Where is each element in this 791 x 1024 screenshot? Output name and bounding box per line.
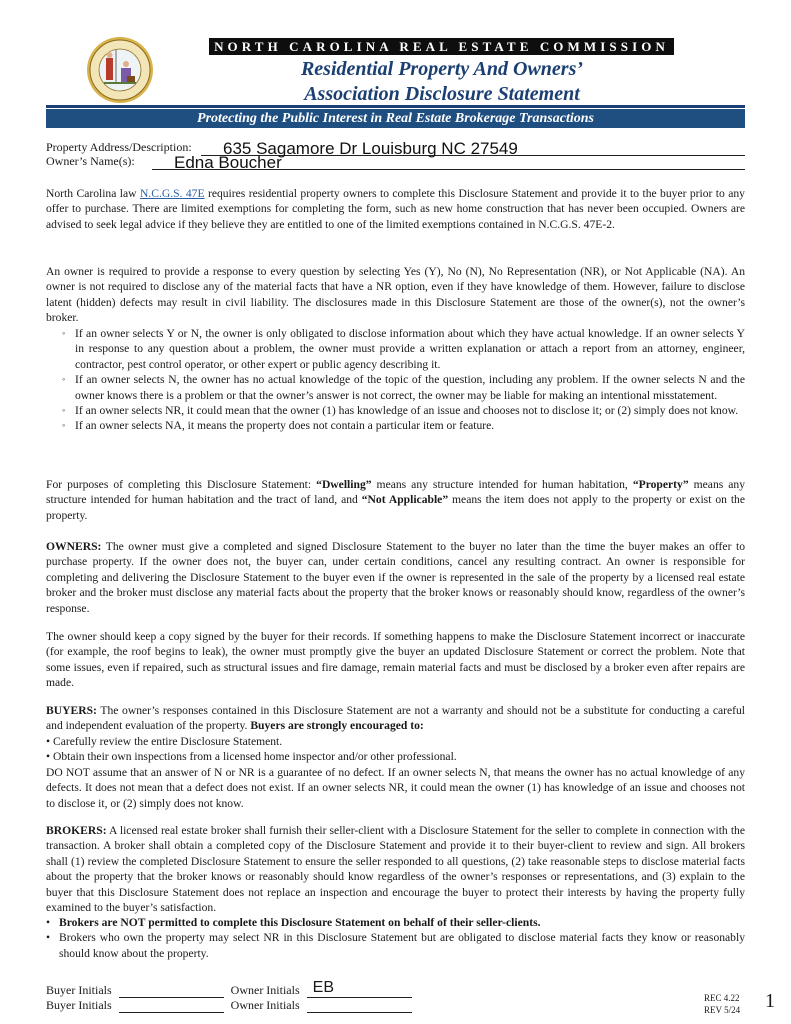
intro-text-pre: North Carolina law [46,187,140,200]
page-number: 1 [765,990,775,1012]
property-address-value[interactable]: 635 Sagamore Dr Louisburg NC 27549 [223,139,518,158]
intro-paragraph [46,186,745,232]
bullet-text: If an owner selects NR, it could mean that the owner (1) has knowledge of an issue and chooses not to disclose it; or (2) simply does not know. [75,404,739,418]
initials-row-2 [46,998,412,1013]
buyers-paragraph [46,703,745,734]
term-not-applicable: “Not Applicable” [361,493,449,507]
buyers-bullet-1: • Carefully review the entire Disclosure Statement. [46,735,283,748]
list-item [62,326,745,372]
owners-text: The owner must give a completed and signed Disclosure Statement to the buyer no later than the time the buyer makes an offer to purchase property. If the owner does not, the buyer can, under certain conditions, cancel any resulting contract. An owner is responsible for completing and delivering the Disclosure Statement to the buyer even if the owner is represented in the sale of the property by a licensed real estate broker and the broker must disclose any material facts about the property that the broker knows or reasonably should know, regardless of the owner’s response. [46,540,745,615]
brokers-paragraph [46,823,745,915]
bullet-marker: ◦ [62,328,66,338]
list-item [62,418,745,433]
term-dwelling: “Dwelling” [316,478,372,491]
definitions-text: means any structure intended for human habitation, [371,478,633,491]
form-revision [704,992,740,1016]
list-item [62,403,745,418]
bullet-text: If an owner selects NA, it means the property does not contain a particular item or feature. [75,419,495,433]
list-item [62,372,745,403]
buyer-initials-label: Buyer Initials [46,983,112,997]
commission-banner: NORTH CAROLINA REAL ESTATE COMMISSION [209,38,674,55]
revision-date: REV 5/24 [704,1005,741,1015]
buyer-initials-field-2[interactable] [119,1000,224,1013]
owner-name-field[interactable] [46,154,745,170]
bullet-text: If an owner selects Y or N, the owner is only obligated to disclose information about which they have actual knowledge. If an owner selects Y in response to any question about a problem, the owner must provide a written explanation or attach a report from an attorney, engineer, contractor, pest control operator, or other expert or public agency describing it. [75,327,745,371]
intro-text-post: requires residential property owners to complete this Disclosure Statement and provide it to the buyer prior to any offer to purchase. There are limited exemptions for completing the form, such as new home construction that has never been occupied. Owners are advised to seek legal advice if they believe they are entitled to one of the limited exemptions contained in N.C.G.S. 47E-2. [46,187,745,231]
owners-paragraph [46,539,745,616]
title-line-2: Association Disclosure Statement [304,83,580,105]
term-property: “Property” [632,478,689,491]
initials-row-1 [46,979,412,998]
owners-heading: OWNERS: [46,540,102,553]
buyers-warning: DO NOT assume that an answer of N or NR is a guarantee of no defect. If an owner selects N, that means the owner has no actual knowledge of any defects. It does not mean that a defect does not exist. If an owner selects NR, it could mean the owner (1) has knowledge of an issue and chooses not to disclose it, or (2) simply does not know. [46,766,745,810]
bullet-text: Brokers are NOT permitted to complete this Disclosure Statement on behalf of their seller-clients. [59,916,541,929]
owner-copy-paragraph: The owner should keep a copy signed by the buyer for their records. If something happens to make the Disclosure Statement incorrect or inaccurate (for example, the roof begins to leak), the owner must promptly give the buyer an updated Disclosure Statement or correct the problem. Note that some issues, even if repaired, such as structural issues and fire damage, remain material facts and must be disclosed by a broker even after repairs are made. [46,630,745,690]
bullet-marker: • [46,916,51,929]
owner-name-label: Owner’s Name(s): [46,154,135,168]
title-line-1: Residential Property And Owners’ [300,58,584,80]
tagline-bar: Protecting the Public Interest in Real Estate Brokerage Transactions [46,109,745,128]
buyers-heading: BUYERS: [46,704,97,717]
brokers-heading: BROKERS: [46,824,107,837]
list-item [46,930,745,961]
definitions-text: means any structure intended for human habitation and the tract of land, and [46,478,746,507]
bullet-text: If an owner selects N, the owner has no actual knowledge of the topic of the question, including any problem. If the owner selects N and the owner knows there is a problem or that the owner’s answer is not correct, the owner may be liable for making an intentional misstatement. [75,373,745,402]
buyer-initials-field-1[interactable] [119,985,224,998]
form-code: REC 4.22 [704,993,740,1003]
owner-initials-label: Owner Initials [230,983,300,997]
property-address-label: Property Address/Description: [46,140,192,154]
buyers-encouraged: Buyers are strongly encouraged to: [250,719,424,733]
list-item [46,915,745,930]
definitions-text: means the item does not apply to the property or exist on the property. [46,493,745,522]
definitions-text: For purposes of completing this Disclosure Statement: [46,478,317,491]
responses-bullet-list [62,326,745,434]
bullet-text: Brokers who own the property may select NR in this Disclosure Statement but are obligated to disclose material facts they know or reasonably should know about the property. [59,931,745,960]
bullet-marker: • [46,931,51,945]
bullet-marker: ◦ [62,420,66,431]
page-title [200,57,684,107]
owner-initials-label: Owner Initials [230,998,300,1012]
brokers-bullet-list [46,915,745,961]
buyers-bullet-2: • Obtain their own inspections from a licensed home inspector and/or other professional. [46,750,457,763]
ncgs-47e-link[interactable]: N.C.G.S. 47E [139,187,205,200]
definitions-paragraph [46,477,745,523]
brokers-text: A licensed real estate broker shall furnish their seller-client with a Disclosure Statement for the seller to complete in connection with the transaction. A broker shall obtain a completed copy of the Disclosure Statement and provide it to their buyer-client to review and sign. All brokers shall (1) review the completed Disclosure Statement to ensure the seller responded to all questions, (2) take reasonable steps to disclose material facts about the property that the broker knows or reasonably should know regardless of the owner’s responses or representations, and (3) explain to the buyer that this Disclosure Statement does not replace an inspection and encourage the buyer to protect their interests by having the property fully examined to the buyer’s satisfaction. [46,824,745,915]
responses-paragraph: An owner is required to provide a response to every question by selecting Yes (Y), No (N), No Representation (NR), or Not Applicable (NA). An owner is not required to disclose any of the material facts that have a NR option, even if they have knowledge of them. However, failure to disclose latent (hidden) defects may result in civil liability. The disclosures made in this Disclosure Statement are those of the owner(s), not the owner’s broker. [46,265,745,325]
owner-initials-field-1[interactable] [307,979,412,998]
commission-seal [86,36,154,104]
owner-name-value[interactable]: Edna Boucher [174,153,282,172]
header-divider [46,105,745,108]
bullet-marker: ◦ [62,374,66,385]
owner-initials-value-1: EB [312,979,334,996]
owner-initials-field-2[interactable] [307,1000,412,1013]
buyers-text: The owner’s responses contained in this Disclosure Statement are not a warranty and should not be a substitute for conducting a careful and independent evaluation of the property. [46,704,745,733]
buyer-initials-label: Buyer Initials [46,998,112,1012]
bullet-marker: ◦ [62,405,66,416]
